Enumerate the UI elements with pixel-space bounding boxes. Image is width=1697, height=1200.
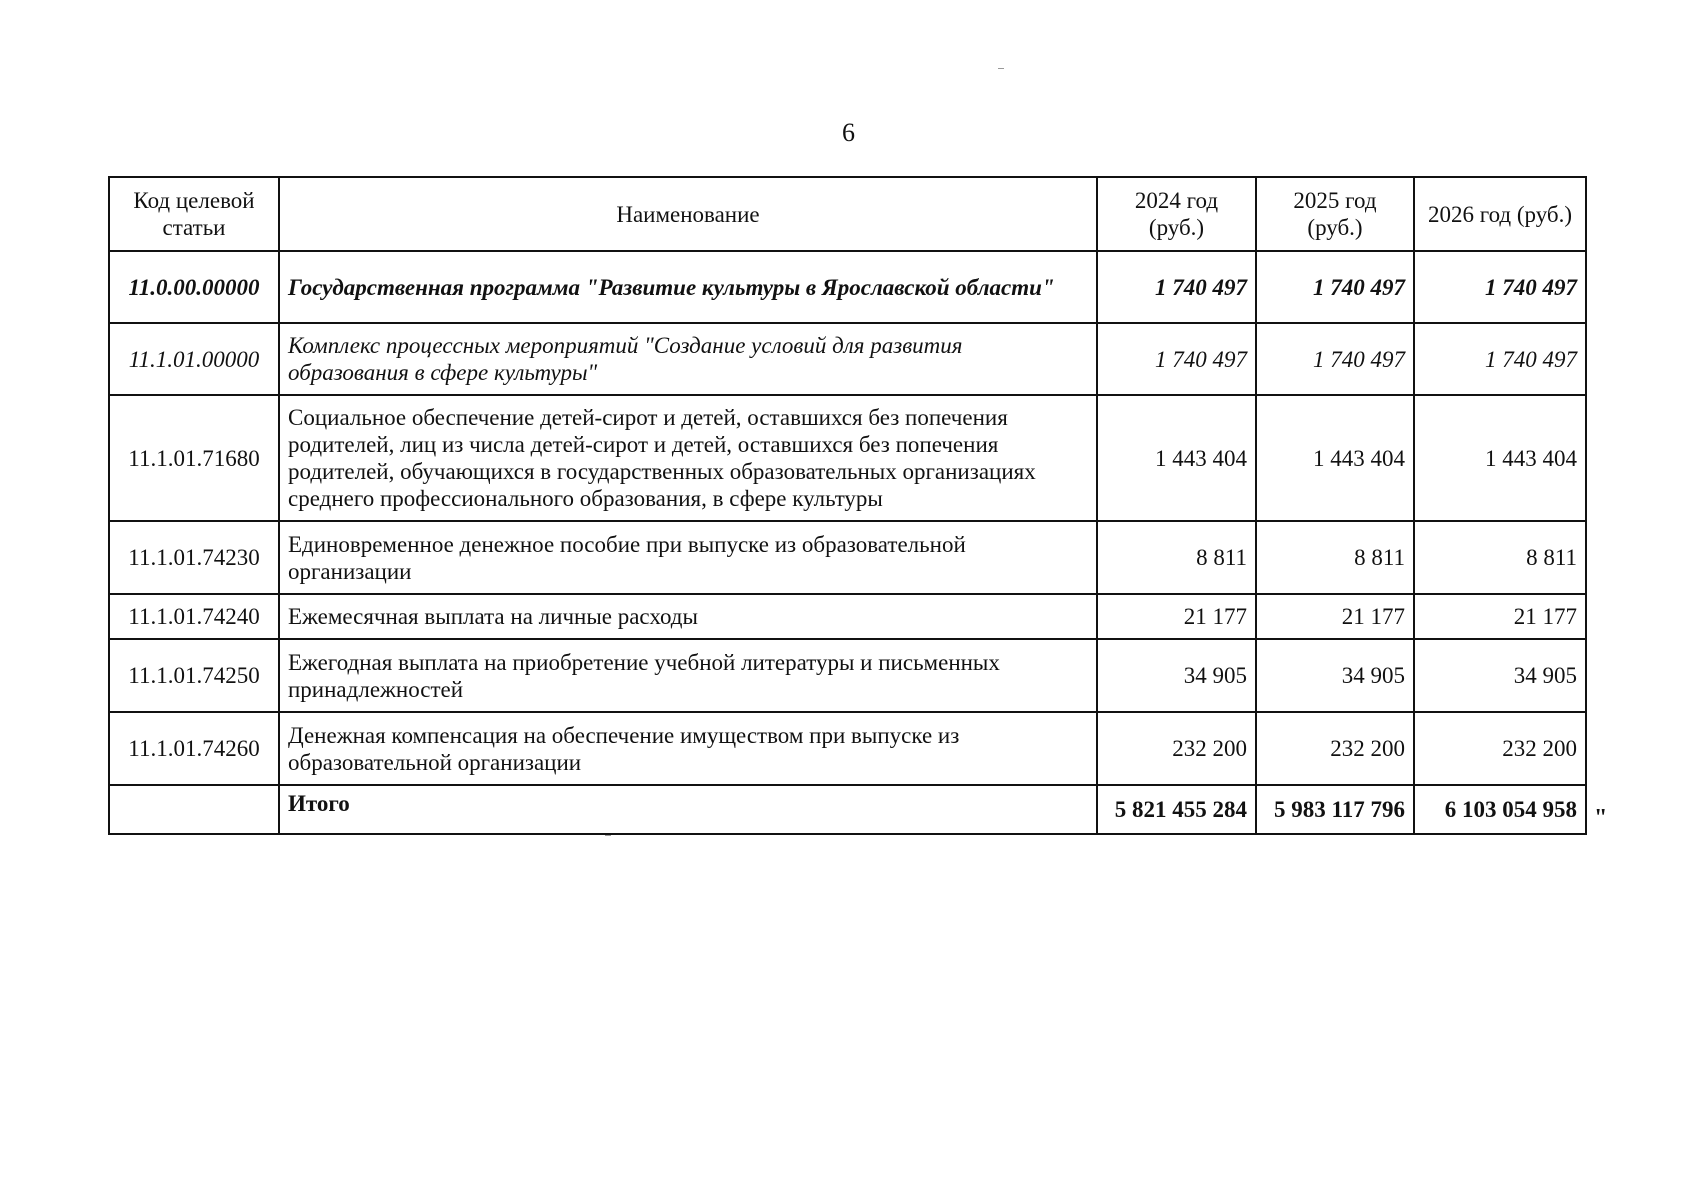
row-code: 11.1.01.74260 (109, 712, 279, 785)
row-code: 11.1.01.74250 (109, 639, 279, 712)
table-row (109, 639, 1586, 712)
row-2024: 8 811 (1097, 521, 1256, 594)
row-2025: 232 200 (1256, 712, 1414, 785)
table-row (109, 395, 1586, 521)
row-2024: 1 740 497 (1097, 323, 1256, 395)
row-2026: 1 740 497 (1414, 323, 1586, 395)
row-2026: 1 443 404 (1414, 395, 1586, 521)
row-name: Комплекс процессных мероприятий "Создание условий для развития образования в сфере культуры" (279, 323, 1097, 395)
row-2026: 34 905 (1414, 639, 1586, 712)
row-2025: 34 905 (1256, 639, 1414, 712)
table-header-row (109, 177, 1586, 251)
table-row (109, 521, 1586, 594)
row-2024: 21 177 (1097, 594, 1256, 639)
total-2025: 5 983 117 796 (1256, 785, 1414, 834)
row-2024: 232 200 (1097, 712, 1256, 785)
row-2026: 8 811 (1414, 521, 1586, 594)
header-name: Наименование (279, 177, 1097, 251)
row-2025: 1 740 497 (1256, 251, 1414, 323)
row-2026: 232 200 (1414, 712, 1586, 785)
closing-quote: " (1594, 805, 1608, 831)
row-name: Социальное обеспечение детей-сирот и детей, оставшихся без попечения родителей, лиц из числа детей-сирот и детей, оставшихся без попечения родителей, обучающихся в государственных образовательных организациях среднего профессионального образования, в сфере культуры (279, 395, 1097, 521)
row-name: Государственная программа "Развитие культуры в Ярославской области" (279, 251, 1097, 323)
row-code: 11.1.01.71680 (109, 395, 279, 521)
row-code: 11.1.01.74240 (109, 594, 279, 639)
row-2025: 1 740 497 (1256, 323, 1414, 395)
row-2024: 1 740 497 (1097, 251, 1256, 323)
page-number: 6 (842, 118, 855, 147)
header-code: Код целевой статьи (109, 177, 279, 251)
header-2024: 2024 год (руб.) (1097, 177, 1256, 251)
row-2025: 21 177 (1256, 594, 1414, 639)
table-row (109, 594, 1586, 639)
table-row-total (109, 785, 1586, 834)
scan-speck (605, 835, 611, 836)
table-row (109, 712, 1586, 785)
table-row-program (109, 251, 1586, 323)
row-2024: 1 443 404 (1097, 395, 1256, 521)
row-2026: 21 177 (1414, 594, 1586, 639)
scan-speck (998, 68, 1004, 69)
row-code: 11.1.01.00000 (109, 323, 279, 395)
row-code: 11.1.01.74230 (109, 521, 279, 594)
total-code (109, 785, 279, 834)
total-2024: 5 821 455 284 (1097, 785, 1256, 834)
row-name: Денежная компенсация на обеспечение имуществом при выпуске из образовательной организации (279, 712, 1097, 785)
table-row-complex (109, 323, 1586, 395)
budget-table (108, 176, 1587, 835)
total-label: Итого (279, 785, 1097, 834)
row-code: 11.0.00.00000 (109, 251, 279, 323)
total-2026: 6 103 054 958 (1414, 785, 1586, 834)
header-2025: 2025 год (руб.) (1256, 177, 1414, 251)
row-2024: 34 905 (1097, 639, 1256, 712)
row-name: Ежегодная выплата на приобретение учебной литературы и письменных принадлежностей (279, 639, 1097, 712)
row-2025: 8 811 (1256, 521, 1414, 594)
row-name: Единовременное денежное пособие при выпуске из образовательной организации (279, 521, 1097, 594)
header-2026: 2026 год (руб.) (1414, 177, 1586, 251)
row-name: Ежемесячная выплата на личные расходы (279, 594, 1097, 639)
row-2025: 1 443 404 (1256, 395, 1414, 521)
row-2026: 1 740 497 (1414, 251, 1586, 323)
